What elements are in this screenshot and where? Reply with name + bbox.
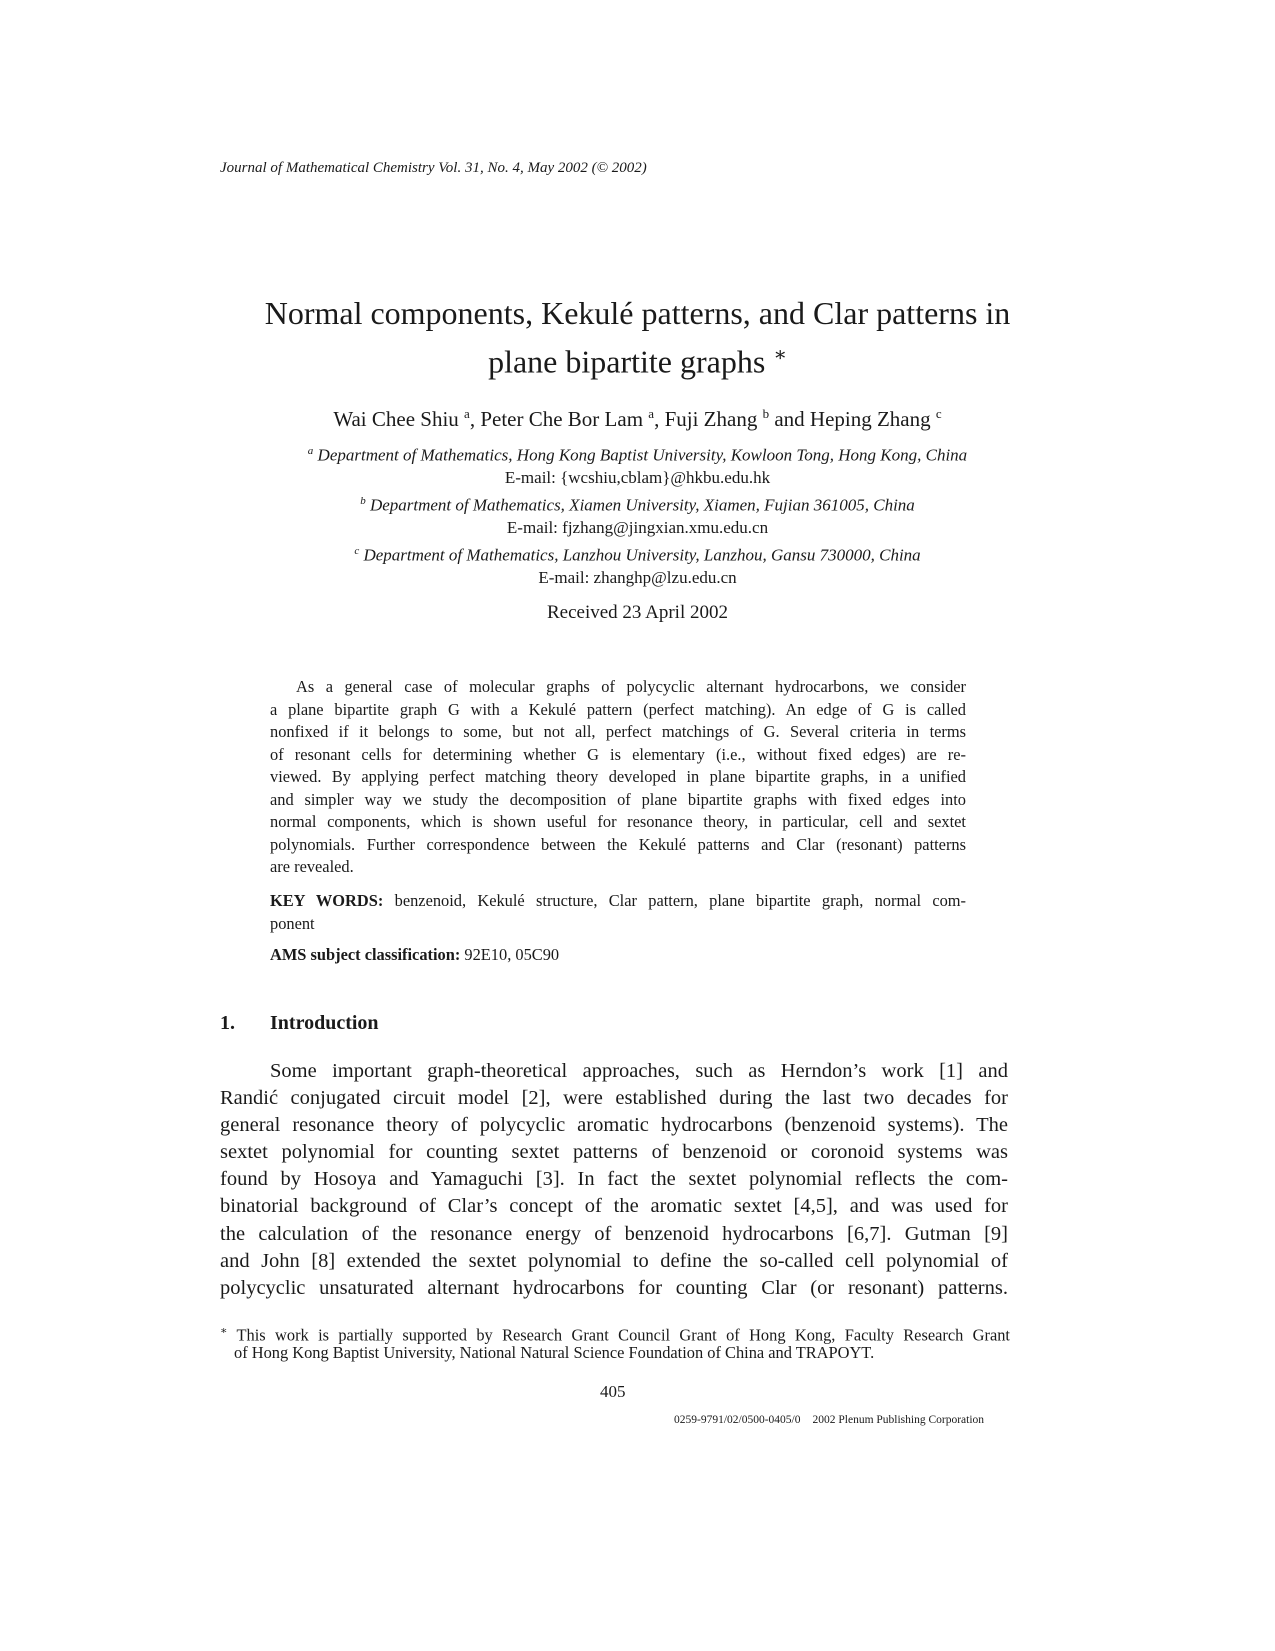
abstract-line: normal components, which is shown useful for resonance theory, in particular, cell and sextet: [270, 812, 966, 831]
keywords-label: KEY WORDS:: [270, 891, 384, 910]
author-name: Heping Zhang: [809, 407, 931, 431]
body-line: found by Hosoya and Yamaguchi [3]. In fact the sextet polynomial reflects the com-: [220, 1168, 1008, 1191]
affiliation-dept: [150, 490, 1125, 517]
footnote: [220, 1320, 1010, 1365]
author-name: Fuji Zhang: [664, 407, 758, 431]
abstract: [270, 676, 966, 879]
abstract-line: viewed. By applying perfect matching theory developed in plane bipartite graphs, in a unified: [270, 767, 966, 786]
affiliation-dept-text: Department of Mathematics, Hong Kong Baptist University, Kowloon Tong, Hong Kong, China: [317, 445, 968, 465]
title-footnote-marker: ∗: [773, 344, 787, 366]
title-line-2-text: plane bipartite graphs: [488, 343, 766, 380]
body-line: Randić conjugated circuit model [2], were established during the last two decades for: [220, 1087, 1008, 1110]
author-affil-mark: b: [762, 406, 770, 421]
affiliation-dept-text: Department of Mathematics, Lanzhou University, Lanzhou, Gansu 730000, China: [363, 545, 921, 565]
paper-title: [150, 292, 1125, 383]
abstract-line: As a general case of molecular graphs of polycyclic alternant hydrocarbons, we consider: [296, 677, 966, 696]
copyright-line: [674, 1414, 984, 1426]
author-affil-mark: a: [648, 406, 655, 421]
page-number: 405: [600, 1382, 626, 1401]
author-name: Wai Chee Shiu: [333, 407, 459, 431]
section-heading: [220, 1012, 379, 1035]
affiliation-dept-text: Department of Mathematics, Xiamen University, Xiamen, Fujian 361005, China: [369, 495, 915, 515]
footnote-line: [220, 1320, 1010, 1345]
author-affil-mark: c: [935, 406, 942, 421]
ams-label: AMS subject classification:: [270, 945, 461, 964]
received-date: Received 23 April 2002: [547, 602, 728, 623]
ams-classification: [270, 945, 559, 965]
ams-value: 92E10, 05C90: [464, 945, 560, 964]
keywords-line: ponent: [270, 913, 315, 933]
affiliation-mark: c: [354, 544, 360, 557]
author-affil-mark: a: [464, 406, 470, 421]
affiliations: [150, 440, 1125, 590]
affiliation-dept: [150, 540, 1125, 567]
abstract-line: of resonant cells for determining whether G is elementary (i.e., without fixed edges) are re-: [270, 744, 966, 764]
author-name: Peter Che Bor Lam: [480, 407, 644, 431]
abstract-line: nonfixed if it belongs to some, but not all, perfect matchings of G. Several criteria in terms: [270, 722, 966, 741]
body-line: Some important graph-theoretical approaches, such as Herndon’s work [1] and: [270, 1060, 1008, 1082]
article-code: 0259-9791/02/0500-0405/0: [674, 1414, 801, 1426]
title-line-2: [150, 334, 1125, 383]
abstract-line: are revealed.: [270, 857, 354, 876]
keywords-text: benzenoid, Kekulé structure, Clar pattern, plane bipartite graph, normal com-: [394, 891, 966, 910]
body-line: binatorial background of Clar’s concept of the aromatic sextet [4,5], and was used for: [220, 1195, 1008, 1218]
section-number: 1.: [220, 1012, 235, 1034]
author-separator: ,: [654, 407, 665, 431]
body-line: sextet polynomial for counting sextet patterns of benzenoid or coronoid systems was: [220, 1141, 1008, 1164]
body-line: the calculation of the resonance energy of benzenoid hydrocarbons [6,7]. Gutman [9]: [220, 1222, 1008, 1245]
body-line: general resonance theory of polycyclic aromatic hydrocarbons (benzenoid systems). The: [220, 1114, 1008, 1137]
body-line: polycyclic unsaturated alternant hydrocarbons for counting Clar (or resonant) patterns.: [220, 1276, 1008, 1299]
author-list: [150, 406, 1125, 432]
affiliation-email: E-mail: {wcshiu,cblam}@hkbu.edu.hk: [504, 468, 771, 488]
section-title: Introduction: [270, 1012, 379, 1034]
affiliation-dept: [150, 440, 1125, 467]
intro-paragraph: [220, 1058, 1008, 1302]
author-separator: ,: [469, 407, 481, 431]
title-line-1: Normal components, Kekulé patterns, and Clar patterns in: [264, 295, 1011, 331]
body-line: and John [8] extended the sextet polynomial to define the so-called cell polynomial of: [220, 1249, 1008, 1272]
affiliation-email: E-mail: fjzhang@jingxian.xmu.edu.cn: [506, 518, 769, 538]
affiliation-email: E-mail: zhanghp@lzu.edu.cn: [538, 567, 737, 587]
keywords-line: [270, 890, 966, 913]
publisher: 2002 Plenum Publishing Corporation: [812, 1414, 985, 1426]
author-separator: and: [769, 407, 810, 431]
affiliation-mark: b: [360, 494, 366, 507]
affiliation-mark: a: [307, 445, 314, 457]
footnote-marker: ∗: [220, 1325, 228, 1337]
footnote-text: This work is partially supported by Research Grant Council Grant of Hong Kong, Faculty Research Grant: [236, 1325, 1010, 1345]
journal-header: Journal of Mathematical Chemistry Vol. 31, No. 4, May 2002 (© 2002): [220, 160, 647, 176]
abstract-line: polynomials. Further correspondence between the Kekulé patterns and Clar (resonant) patterns: [270, 834, 966, 854]
abstract-line: and simpler way we study the decomposition of plane bipartite graphs with fixed edges into: [270, 789, 966, 809]
keywords: [270, 890, 966, 935]
abstract-line: a plane bipartite graph G with a Kekulé pattern (perfect matching). An edge of G is called: [270, 699, 966, 719]
footnote-line: of Hong Kong Baptist University, National Natural Science Foundation of China and TRAPOYT.: [234, 1343, 875, 1363]
